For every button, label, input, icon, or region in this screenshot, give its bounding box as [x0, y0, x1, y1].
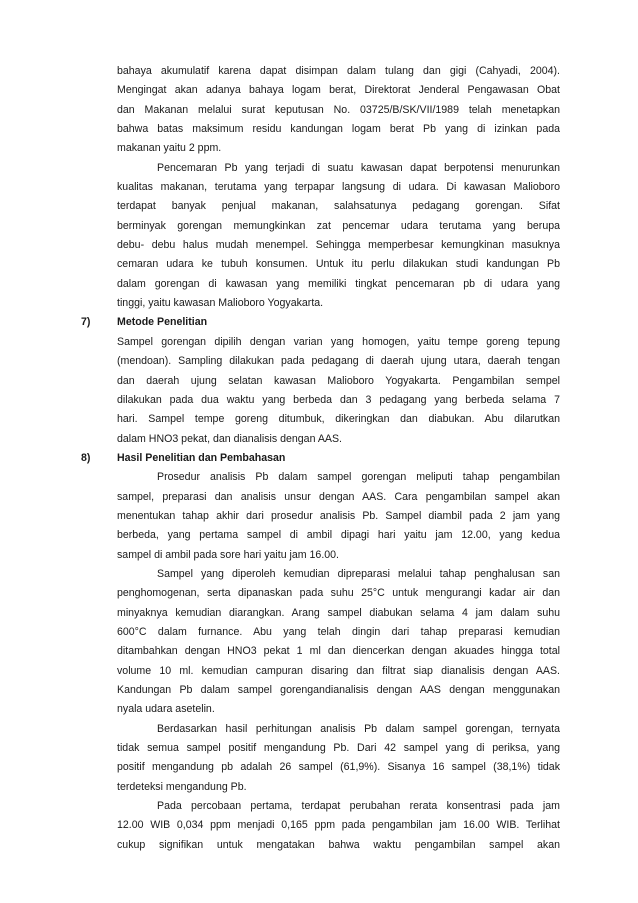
text-line: makanan yaitu 2 ppm.: [117, 142, 222, 155]
text-line: Sampel yang diperoleh kemudian dipreparasi melalui tahap penghalusan san: [157, 567, 560, 580]
text-line: ditambahkan dengan HNO3 pekat 1 ml dan diencerkan dengan akuades hingga total: [117, 645, 560, 658]
text-line: 12.00 WIB 0,034 ppm menjadi 0,165 ppm pada pengambilan jam 16.00 WIB. Terlihat: [117, 819, 560, 832]
paragraph: [117, 159, 560, 314]
text-line: Kandungan Pb dalam sampel gorengandianalisis dengan AAS dengan menggunakan: [117, 684, 560, 696]
text-line: Sampel gorengan dipilih dengan varian yang homogen, yaitu tempe goreng tepung: [117, 335, 560, 348]
text-line: dan daerah ujung selatan kawasan Malioboro Yogyakarta. Pengambilan sempel: [117, 374, 560, 387]
text-line: debu- debu halus mudah menempel. Sehingga memperbesar kemungkinan masuknya: [117, 239, 560, 252]
paragraph: [117, 468, 560, 565]
text-line: terdapat banyak penjual makanan, salahsatunya pedagang gorengan. Sifat: [117, 200, 560, 213]
text-line: penghomogenan, serta dipanaskan pada suhu 25°C untuk mengurangi kadar air dan: [117, 587, 560, 600]
text-line: nyala udara asetelin.: [117, 703, 215, 716]
text-line: minyaknya kemudian diarangkan. Arang sampel diabukan selama 4 jam dalam suhu: [117, 606, 560, 619]
text-line: berminyak gorengan memungkinkan zat pencemar udara terutama yang berupa: [117, 219, 560, 232]
text-line: dilakukan pada dua waktu yang berbeda dan 3 pedagang yang berbeda selama 7: [117, 393, 560, 406]
text-line: cemaran udara ke tubuh konsumen. Untuk itu perlu dilakukan studi kandungan Pb: [117, 258, 560, 271]
paragraph: [117, 565, 560, 720]
text-line: hari. Sampel tempe goreng ditumbuk, dikeringkan dan diabukan. Abu dilarutkan: [117, 413, 560, 426]
text-line: menentukan tahap akhir dari prosedur analisis Pb. Sampel diambil pada 2 jam yang: [117, 509, 560, 522]
text-line: Berdasarkan hasil perhitungan analisis Pb dalam sampel gorengan, ternyata: [157, 722, 560, 735]
paragraph: [117, 797, 560, 855]
section-heading: [81, 313, 560, 332]
text-line: bahwa batas maksimum residu kandungan logam berat Pb yang di izinkan pada: [117, 123, 560, 136]
paragraph: [117, 62, 560, 159]
document-body: [81, 62, 560, 855]
text-line: bahaya akumulatif karena dapat disimpan dalam tulang dan gigi (Cahyadi, 2004).: [117, 65, 560, 77]
text-line: berbeda, yang pertama sampel di ambil dipagi hari yaitu jam 12.00, yang kedua: [117, 529, 560, 542]
text-line: cukup signifikan untuk mengatakan bahwa waktu pengambilan sampel akan: [117, 838, 560, 851]
text-line: tidak semua sampel positif mengandung Pb. Dari 42 sampel yang di periksa, yang: [117, 742, 560, 755]
paragraph: [117, 333, 560, 449]
paragraph: [117, 720, 560, 797]
section-heading: [81, 449, 560, 468]
section-title: Metode Penelitian: [117, 316, 208, 329]
text-line: positif mengandung pb adalah 26 sampel (61,9%). Sisanya 16 sampel (38,1%) tidak: [117, 761, 560, 774]
section-number: 7): [81, 316, 91, 329]
text-line: sampel, preparasi dan analisis unsur dengan AAS. Cara pengambilan sampel akan: [117, 490, 560, 503]
text-line: Mengingat akan adanya bahaya logam berat, Direktorat Jenderal Pengawasan Obat: [117, 84, 560, 97]
section-number: 8): [81, 451, 91, 464]
text-line: (mendoan). Sampling dilakukan pada pedagang di daerah ujung utara, daerah tengan: [117, 355, 560, 368]
text-line: volume 10 ml. kemudian campuran disaring dan filtrat siap dianalisis dengan AAS.: [117, 664, 560, 677]
text-line: kualitas makanan, terutama yang terpapar langsung di udara. Di kawasan Malioboro: [117, 181, 560, 194]
text-line: dalam HNO3 pekat, dan dianalisis dengan AAS.: [117, 432, 342, 445]
text-line: dalam gorengan di kawasan yang memiliki tingkat pencemaran pb di udara yang: [117, 277, 560, 290]
text-line: Pencemaran Pb yang terjadi di suatu kawasan dapat berpotensi menurunkan: [157, 161, 560, 174]
text-line: 600°C dalam furnance. Abu yang telah dingin dari tahap preparasi kemudian: [117, 625, 560, 638]
text-line: tinggi, yaitu kawasan Malioboro Yogyakarta.: [117, 297, 324, 310]
text-line: Prosedur analisis Pb dalam sampel gorengan meliputi tahap pengambilan: [157, 471, 560, 484]
text-line: sampel di ambil pada sore hari yaitu jam 16.00.: [117, 548, 339, 561]
text-line: dan Makanan melalui surat keputusan No. 03725/B/SK/VII/1989 telah menetapkan: [117, 103, 560, 116]
text-line: terdeteksi mengandung Pb.: [117, 780, 247, 793]
text-line: Pada percobaan pertama, terdapat perubahan rerata konsentrasi pada jam: [157, 800, 560, 813]
section-title: Hasil Penelitian dan Pembahasan: [117, 451, 286, 464]
